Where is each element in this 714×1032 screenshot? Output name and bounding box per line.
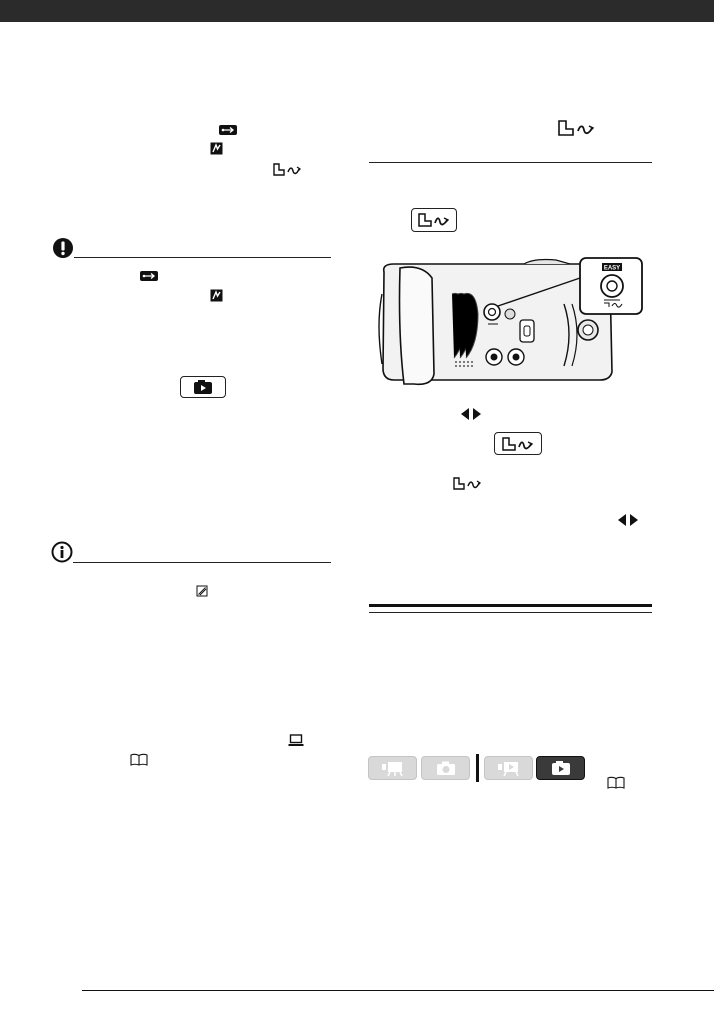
mode-photo-record — [421, 756, 470, 780]
camera-icon — [434, 759, 458, 777]
camcorder-illustration — [374, 254, 644, 392]
print-share-icon — [500, 435, 536, 453]
usb-icon — [139, 270, 159, 282]
video-playback-icon — [496, 759, 522, 777]
warning-rule — [74, 257, 331, 258]
print-share-button[interactable] — [494, 432, 542, 455]
easy-label: EASY — [603, 265, 621, 272]
warning-icon — [52, 237, 74, 259]
direct-print-icon — [210, 142, 223, 155]
section-heading-rule — [369, 604, 652, 607]
mode-divider — [476, 754, 479, 782]
print-share-button[interactable] — [411, 208, 457, 232]
print-share-icon — [416, 211, 452, 229]
computer-icon — [288, 734, 304, 747]
book-icon — [607, 776, 625, 789]
usb-icon — [218, 124, 238, 136]
playback-icon — [549, 759, 573, 777]
section-heading-underline — [369, 612, 652, 613]
left-right-arrows-icon — [616, 513, 640, 527]
direct-print-icon — [210, 289, 223, 302]
video-camera-icon — [380, 759, 406, 777]
playback-mode-button[interactable] — [180, 376, 226, 398]
page-header-bar — [0, 0, 714, 22]
mode-video-playback — [484, 756, 533, 780]
info-icon — [51, 541, 73, 563]
left-right-arrows-icon — [459, 407, 483, 421]
print-share-icon — [271, 161, 303, 177]
mode-photo-playback — [536, 756, 585, 780]
section-rule — [369, 162, 652, 163]
mode-video-record — [368, 756, 417, 780]
info-rule — [73, 562, 331, 563]
edit-icon — [196, 585, 208, 597]
book-icon — [130, 753, 148, 766]
print-share-icon — [451, 475, 483, 491]
print-share-icon — [556, 118, 600, 138]
page-footer-rule — [82, 990, 714, 991]
playback-icon — [192, 379, 214, 395]
